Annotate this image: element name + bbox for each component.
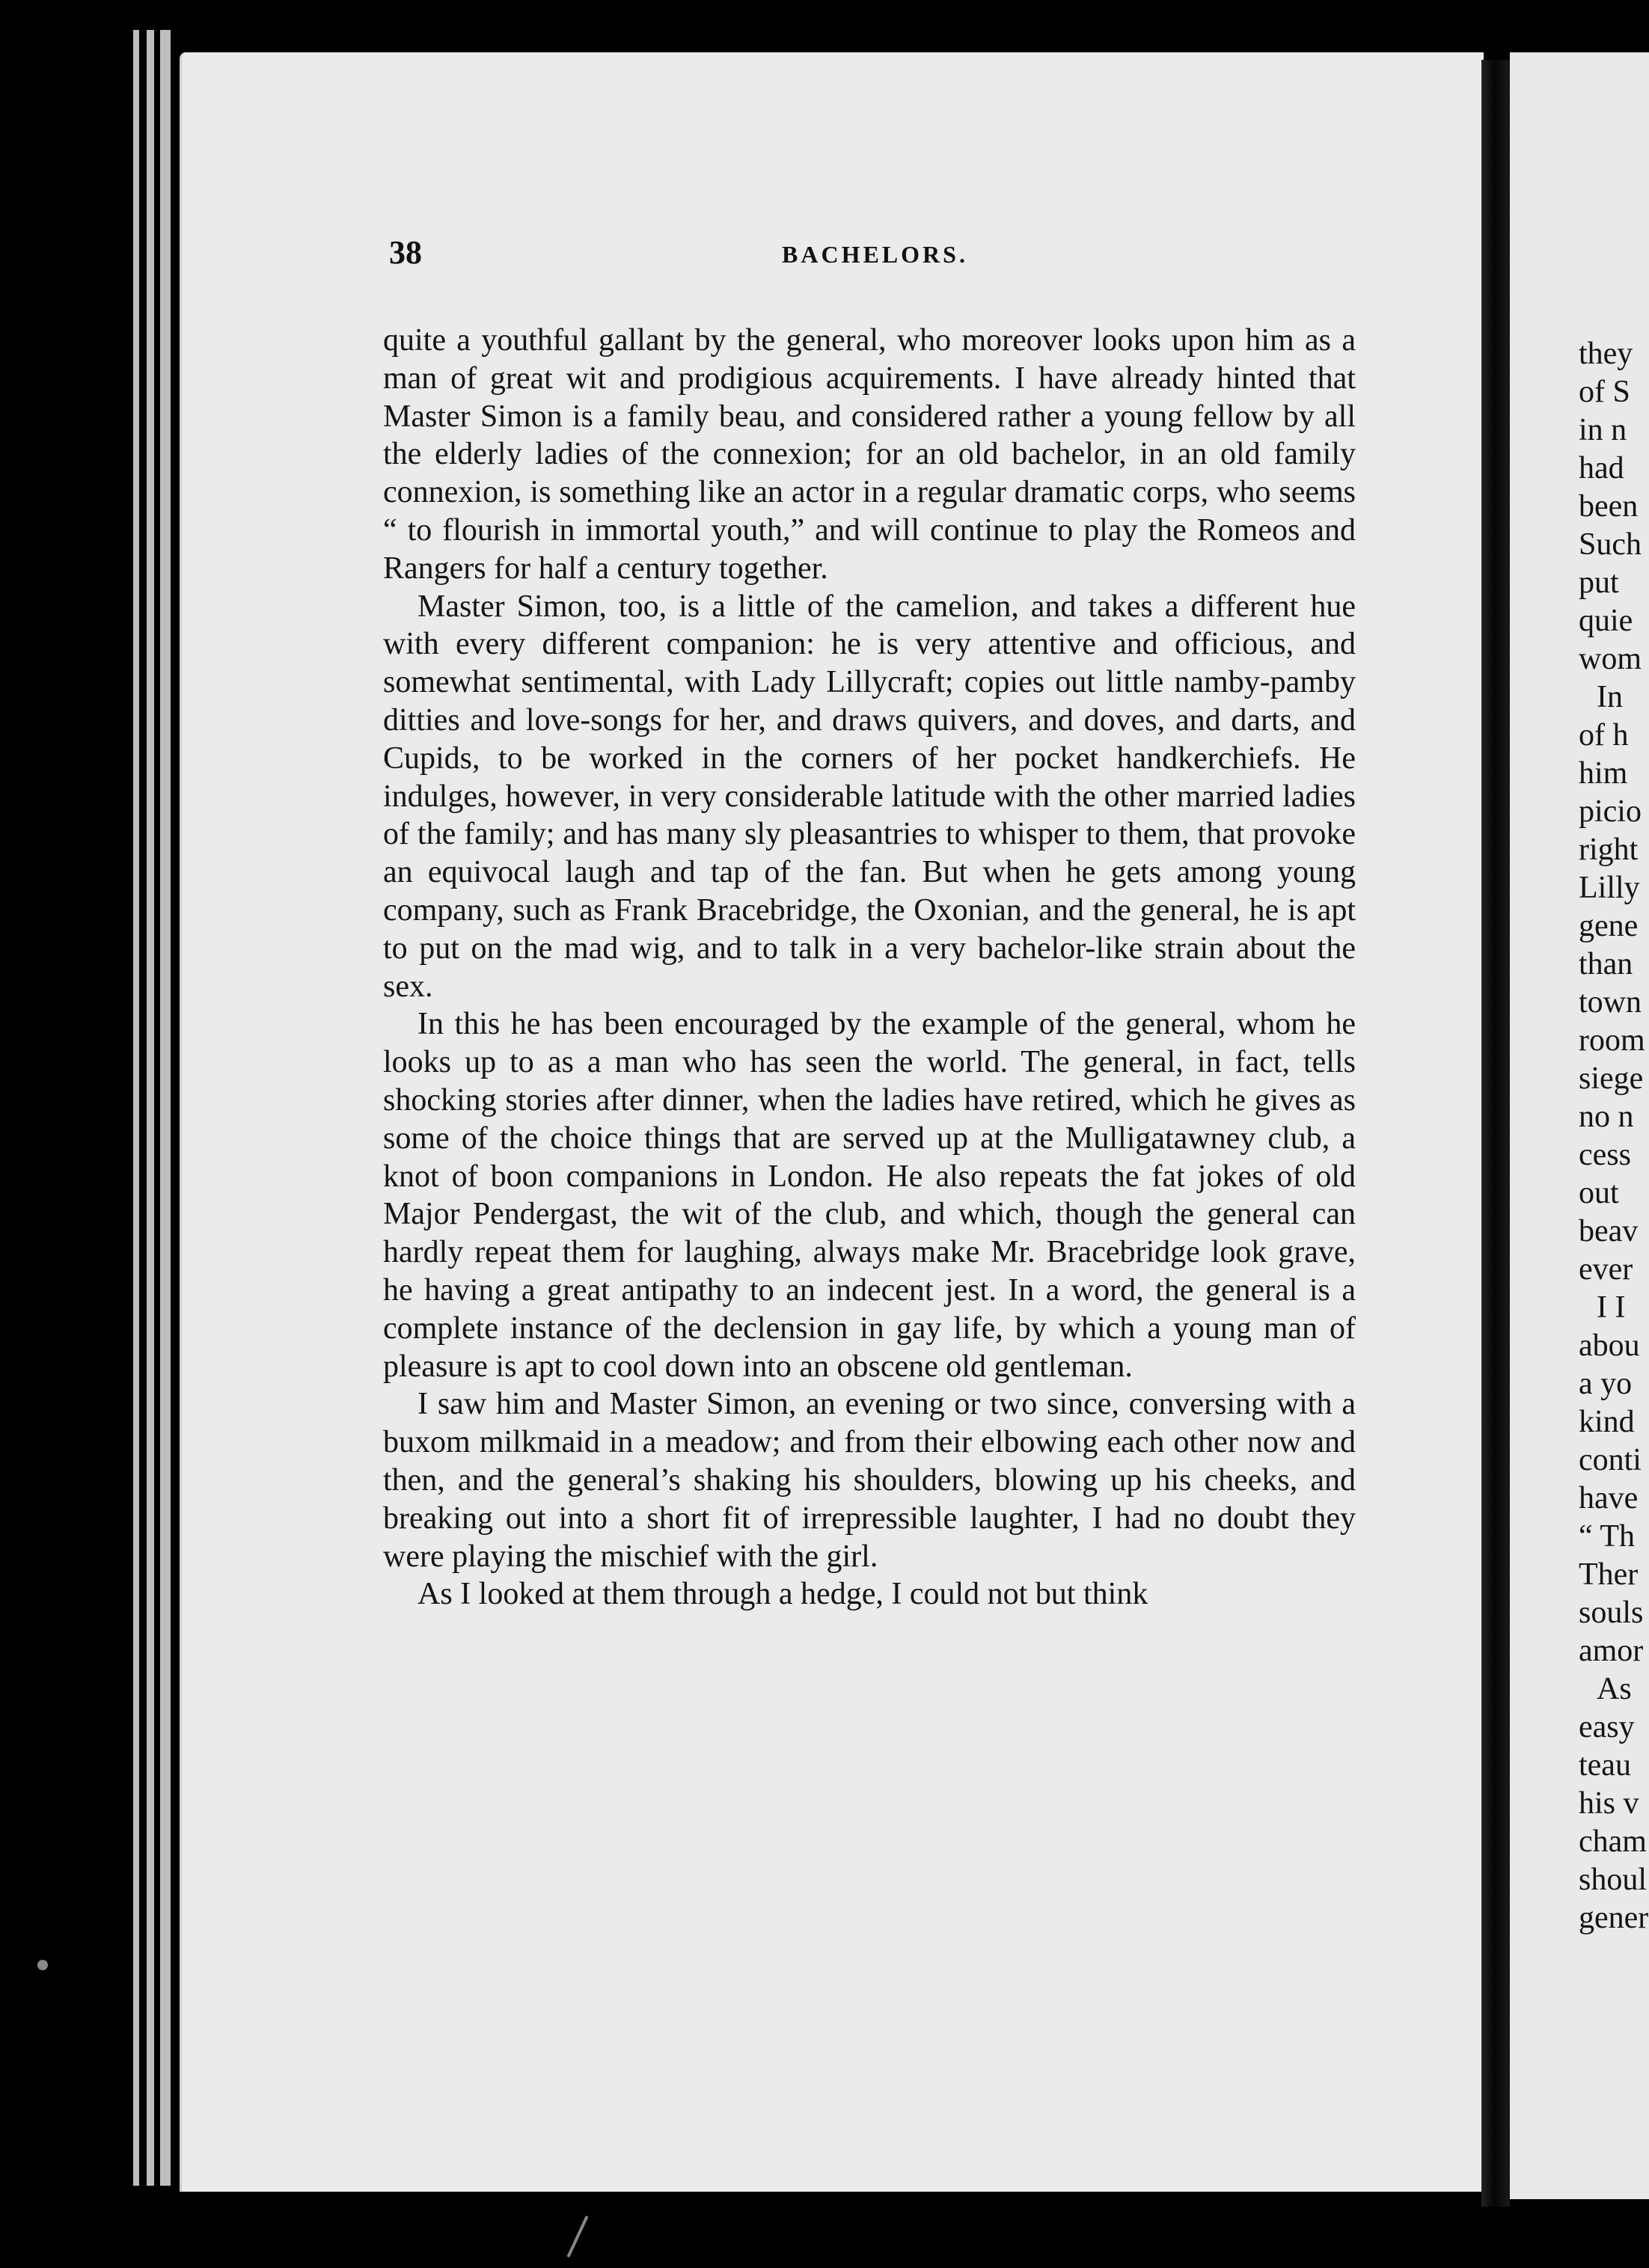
facing-page-line: As: [1597, 1672, 1632, 1706]
facing-page-line: been: [1579, 489, 1639, 524]
facing-page-line: have: [1579, 1481, 1639, 1515]
facing-page: [1510, 52, 1649, 2199]
facing-page-line: no n: [1579, 1100, 1634, 1134]
facing-page-line: town: [1579, 985, 1642, 1020]
facing-page-line: cham: [1579, 1824, 1647, 1859]
facing-page-line: cess: [1579, 1138, 1631, 1172]
facing-page-line: room: [1579, 1023, 1645, 1058]
facing-page-line: had: [1579, 451, 1624, 485]
facing-page-line: they: [1579, 337, 1633, 371]
facing-page-line: siege: [1579, 1061, 1644, 1096]
facing-page-line: gene: [1579, 909, 1639, 943]
facing-page-line: I I: [1597, 1290, 1626, 1325]
running-head: [389, 233, 1362, 301]
facing-page-line: of h: [1579, 718, 1629, 753]
paragraph: As I looked at them through a hedge, I could not but think: [417, 1577, 1148, 1612]
facing-page-line: souls: [1579, 1596, 1644, 1630]
facing-page-line: Ther: [1579, 1557, 1639, 1592]
facing-page-line: teau: [1579, 1748, 1631, 1783]
facing-page-line: shoul: [1579, 1863, 1648, 1897]
facing-page-line: put: [1579, 566, 1619, 600]
facing-page-line: gener: [1579, 1901, 1649, 1935]
facing-page-line: Lilly: [1579, 871, 1640, 905]
paragraph: quite a youthful gallant by the general, who moreover looks upon him as a man of great wit and prodigious acquirements. I have already hinted that Master Simon is a family beau, and considered rather a young fellow by all the elderly ladies of the connexion; for an old bachelor, in an old family connexion, is something like an actor in a regular dramatic corps, who seems “ to flourish in immortal youth,” and will continue to play the Romeos and Rangers for half a century together.: [383, 323, 1356, 586]
scan-artifact: [37, 1960, 48, 1970]
paragraph: I saw him and Master Simon, an evening or two since, conversing with a buxom milkmaid in a meadow; and from their elbowing each other now and then, and the general’s shaking his shoulders, blowing up his cheeks, and breaking out into a short fit of irrepressible laughter, I had no doubt they were playing the mischief with the girl.: [383, 1387, 1356, 1574]
paragraph: In this he has been encouraged by the example of the general, whom he looks up to as a man who has seen the world. The general, in fact, tells shocking stories after dinner, when the ladies have retired, which he gives as some of the choice things that are served up at the Mulligatawney club, a knot of boon companions in London. He also repeats the fat jokes of old Major Pendergast, the wit of the club, and which, though the general can hardly repeat them for laughing, always make Mr. Bracebridge look grave, he having a great antipathy to an indecent jest. In a word, the general is a complete instance of the declension in gay life, by which a young man of pleasure is apt to cool down into an obscene old gentleman.: [383, 1007, 1356, 1384]
facing-page-line: ever: [1579, 1252, 1633, 1287]
facing-page-line: his v: [1579, 1786, 1639, 1821]
facing-page-line: easy: [1579, 1710, 1635, 1744]
facing-page-text: [1579, 335, 1649, 1937]
facing-page-line: quie: [1579, 604, 1633, 638]
body-text: [383, 322, 1356, 1613]
facing-page-line: a yo: [1579, 1367, 1633, 1401]
facing-page-line: In: [1597, 680, 1623, 714]
facing-page-line: beav: [1579, 1214, 1639, 1248]
facing-page-line: of S: [1579, 375, 1630, 409]
facing-page-line: kind: [1579, 1405, 1635, 1439]
facing-page-line: amor: [1579, 1634, 1644, 1668]
page-edge-strip: [160, 30, 171, 2186]
page-edge-strip: [147, 30, 154, 2186]
facing-page-line: him: [1579, 756, 1628, 791]
book-gutter: [1481, 60, 1510, 2207]
scan-artifact: [567, 2216, 589, 2258]
facing-page-line: conti: [1579, 1443, 1642, 1477]
facing-page-line: right: [1579, 833, 1639, 867]
facing-page-line: Such: [1579, 527, 1642, 562]
running-title: BACHELORS.: [782, 241, 968, 268]
page-edge-strip: [133, 30, 139, 2186]
facing-page-line: out: [1579, 1176, 1619, 1210]
facing-page-line: in n: [1579, 413, 1627, 447]
facing-page-line: than: [1579, 947, 1633, 981]
facing-page-line: wom: [1579, 642, 1642, 676]
paragraph: Master Simon, too, is a little of the camelion, and takes a different hue with every different companion: he is very attentive and officious, and somewhat sentimental, with Lady Lillycraft; copies out little namby-pamby ditties and love-songs for her, and draws quivers, and doves, and darts, and Cupids, to be worked in the corners of her pocket handkerchiefs. He indulges, however, in very considerable latitude with the other married ladies of the family; and has many sly pleasantries to whisper to them, that provoke an equivocal laugh and tap of the fan. But when he gets among young company, such as Frank Bracebridge, the Oxonian, and the general, he is apt to put on the mad wig, and to talk in a very bachelor-like strain about the sex.: [383, 589, 1356, 1004]
page-number: 38: [389, 234, 422, 271]
facing-page-line: “ Th: [1579, 1519, 1636, 1554]
facing-page-line: picio: [1579, 794, 1642, 829]
facing-page-line: abou: [1579, 1328, 1640, 1363]
